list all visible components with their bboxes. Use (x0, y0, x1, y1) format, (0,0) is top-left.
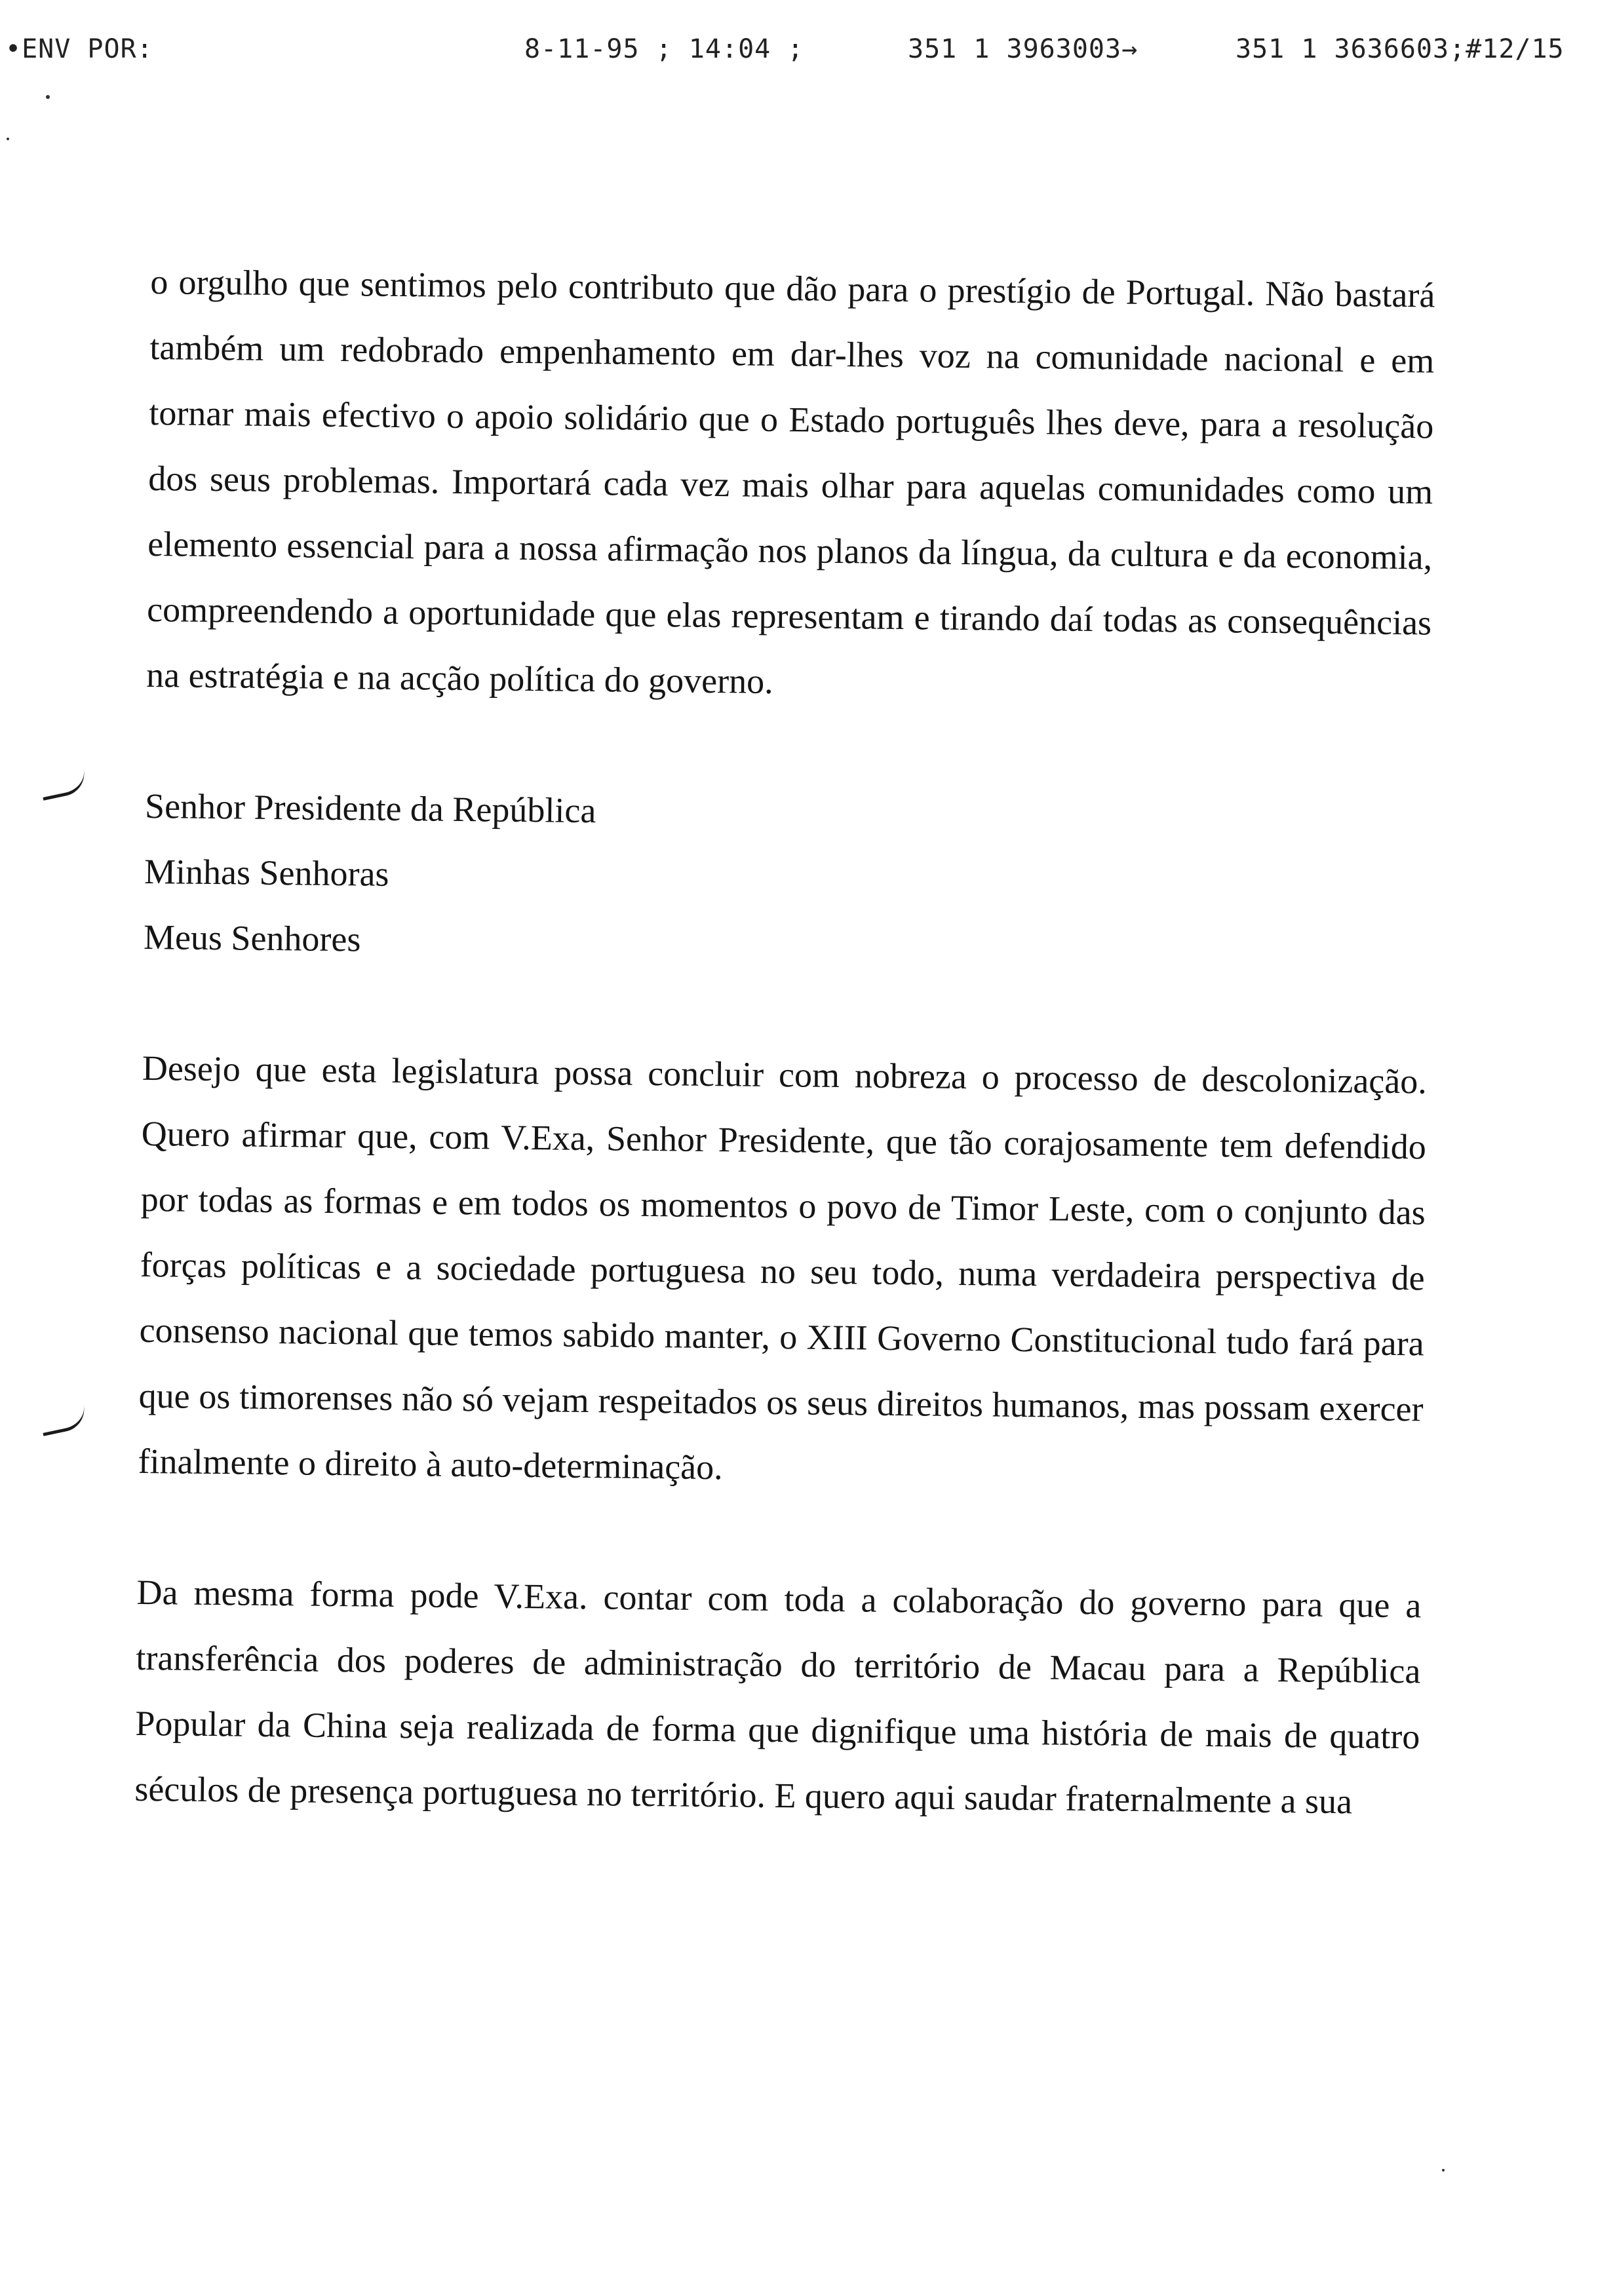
handwritten-margin-mark (39, 1404, 88, 1436)
handwritten-margin-mark (39, 769, 88, 801)
fax-sender-label: •ENV POR: (5, 34, 153, 64)
paragraph-macau: Da mesma forma pode V.Exa. contar com toda a colaboração do governo para que a transferência dos poderes de administração do território de Macau para a República Popular da China seja realizada de forma que dignifique uma história de mais de quatro séculos de presença portuguesa no território. E quero aqui saudar fraternalmente a sua (134, 1572, 1422, 1822)
salutation-line: Meus Senhores (143, 917, 361, 959)
scan-speck (1442, 2169, 1445, 2172)
salutation-line: Minhas Senhoras (144, 851, 389, 894)
salutation-block (143, 773, 1430, 984)
paragraph-timor: Desejo que esta legislatura possa concluir com nobreza o processo de descolonização. Quero afirmar que, com V.Exa, Senhor Presidente, que tão corajosamente tem defendido por todas as formas e em todos os momentos o povo de Timor Leste, com o conjunto das forças políticas e a sociedade portuguesa no seu todo, numa verdadeira perspectiva de consenso nacional que temos sabido manter, o XIII Governo Constitucional tudo fará para que os timorenses não só vejam respeitados os seus direitos humanos, mas possam exercer finalmente o direito à auto-determinação. (138, 1048, 1428, 1487)
fax-to-number-page: 351 1 3636603;#12/15 (1236, 34, 1565, 64)
paragraph-communities: o orgulho que sentimos pelo contributo que dão para o prestígio de Portugal. Não bastará também um redobrado empenhamento em dar-lhes voz na comunidade nacional e em tornar mais efectivo o apoio solidário que o Estado português lhes deve, para a resolução dos seus problemas. Importará cada vez mais olhar para aquelas comunidades como um elemento essencial para a nossa afirmação nos planos da língua, da cultura e da economia, compreendendo a oportunidade que elas representam e tirando daí todas as consequências na estratégia e na acção política do governo. (146, 261, 1435, 701)
document-body (134, 249, 1435, 1900)
scan-speck (7, 138, 9, 140)
fax-date-time: 8-11-95 ; 14:04 ; (524, 34, 804, 64)
scan-speck (46, 95, 50, 99)
fax-from-number: 351 1 3963003→ (908, 34, 1138, 64)
salutation-line: Senhor Presidente da República (144, 786, 596, 831)
fax-transmission-header (0, 34, 1615, 73)
